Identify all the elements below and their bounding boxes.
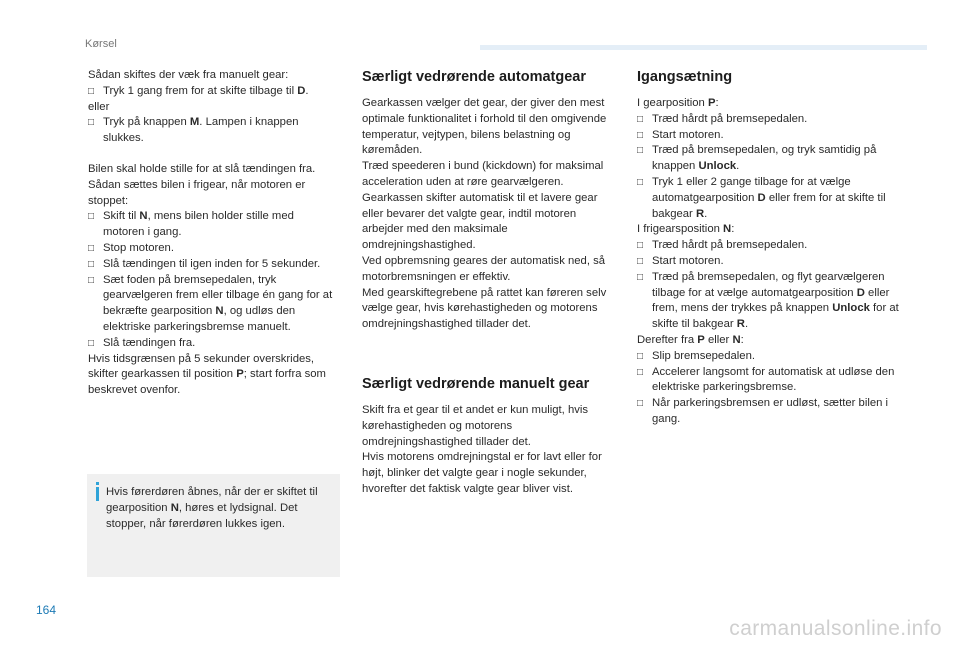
text: .	[736, 160, 740, 173]
list-item	[88, 241, 338, 257]
list-item	[88, 336, 338, 352]
gear-label: D	[297, 84, 306, 97]
text: Træd på bremsepedalen, og flyt gearvælgeren tilbage for at vælge automatgearposition	[652, 270, 885, 299]
section-label: Kørsel	[85, 38, 117, 50]
text: , høres et lydsignal. Det stopper, når førerdøren lukkes igen.	[106, 501, 298, 530]
checkbox-bullet-icon: □	[637, 113, 644, 125]
checkbox-bullet-icon: □	[637, 129, 644, 141]
checkbox-bullet-icon: □	[637, 398, 644, 410]
text: Slå tændingen til igen inden for 5 sekunder.	[103, 257, 321, 270]
list-item	[637, 128, 899, 144]
list-item	[88, 273, 338, 336]
gear-label: R	[736, 318, 745, 331]
heading-automatic-gear: Særligt vedrørende automatgear	[362, 69, 586, 85]
checkbox-bullet-icon: □	[88, 85, 95, 97]
gear-label: N	[170, 501, 179, 514]
text: .	[744, 318, 749, 331]
text: for at skifte til bakgear	[652, 302, 899, 331]
text: Skift til	[103, 210, 140, 223]
page-number: 164	[36, 603, 57, 617]
column-right	[637, 68, 899, 428]
text: Start motoren.	[652, 254, 724, 267]
checkbox-bullet-icon: □	[637, 240, 644, 252]
checkbox-bullet-icon: □	[637, 145, 644, 157]
paragraph	[88, 352, 338, 399]
text: Accelerer langsomt for automatisk at udløse den elektriske parkeringsbremse.	[652, 365, 895, 394]
list-item	[637, 349, 899, 365]
text: Træd hårdt på bremsepedalen.	[652, 239, 808, 252]
list-item	[637, 254, 899, 270]
text: .	[305, 84, 309, 97]
gear-label: N	[139, 210, 148, 223]
subheading	[637, 222, 899, 238]
list-item	[88, 209, 338, 241]
paragraph: Sådan sættes bilen i frigear, når motoren er stoppet:	[88, 178, 306, 207]
gear-label: N	[723, 223, 732, 236]
subheading	[637, 333, 899, 349]
text: I gearposition	[637, 97, 708, 109]
paragraph: Skift fra et gear til et andet er kun muligt, hvis kørehastigheden og motorens omdrejningshastighed tillader det.	[362, 403, 589, 448]
info-icon	[96, 487, 99, 501]
list-item	[637, 396, 899, 428]
checkbox-bullet-icon: □	[637, 366, 644, 378]
info-box	[87, 474, 340, 577]
checkbox-bullet-icon: □	[637, 350, 644, 362]
paragraph: Ved opbremsning geares der automatisk ned, så motorbremsningen er effektiv.	[362, 254, 606, 283]
checkbox-bullet-icon: □	[88, 242, 95, 254]
gear-label: P	[697, 333, 705, 346]
text: Derefter fra	[637, 333, 698, 346]
checkbox-bullet-icon: □	[88, 337, 95, 349]
gear-label: D	[856, 286, 865, 299]
list-item	[88, 115, 338, 147]
checkbox-bullet-icon: □	[88, 274, 95, 286]
list-item	[88, 257, 338, 273]
gear-label: P	[236, 368, 244, 381]
list-item	[637, 238, 899, 254]
text: Træd hårdt på bremsepedalen.	[652, 112, 808, 125]
text: :	[715, 97, 719, 109]
column-middle	[362, 68, 612, 498]
button-label: M	[189, 116, 200, 129]
heading-start: Igangsætning	[637, 69, 733, 85]
text: . Lampen i knappen slukkes.	[103, 116, 299, 145]
text: Tryk 1 gang frem for at skifte tilbage til	[103, 84, 298, 97]
checkbox-bullet-icon: □	[88, 211, 95, 223]
list-item	[637, 175, 899, 222]
text: , og udløs den elektriske parkeringsbremse manuelt.	[103, 305, 296, 333]
watermark: carmanualsonline.info	[729, 617, 942, 640]
paragraph: Gearkassen vælger det gear, der giver den mest optimale funktionalitet i forhold til den omgivende temperatur, vejtypen, bilens belastning og køremåden.	[362, 97, 607, 157]
checkbox-bullet-icon: □	[88, 117, 95, 129]
intro-text: Sådan skiftes der væk fra manuelt gear:	[88, 69, 289, 81]
text: eller frem, mens der trykkes på knappen	[652, 286, 890, 315]
text: eller frem for at skifte til bakgear	[652, 191, 886, 220]
gear-label: R	[695, 207, 705, 220]
text: Stop motoren.	[103, 241, 174, 254]
column-left	[88, 68, 338, 399]
gear-label: P	[707, 97, 716, 109]
gear-label: N	[215, 305, 224, 318]
checkbox-bullet-icon: □	[637, 255, 644, 267]
button-label: Unlock	[698, 160, 737, 173]
text: Sæt foden på bremsepedalen, tryk gearvælgeren frem eller tilbage én gang for at bekræfte gearposition	[103, 273, 333, 318]
list-item	[637, 270, 899, 333]
gear-label: D	[757, 191, 766, 204]
paragraph: Hvis motorens omdrejningstal er for lavt eller for højt, blinker det valgte gear i nogle sekunder, hvorefter det faktisk valgte gear bliver vist.	[362, 451, 602, 495]
text: ; start forfra som beskrevet ovenfor.	[88, 368, 326, 397]
text: Start motoren.	[652, 128, 724, 141]
text: Træd på bremsepedalen, og tryk samtidig på knappen	[652, 144, 877, 173]
list-item	[88, 84, 338, 100]
subheading	[637, 96, 899, 112]
text: I frigearsposition	[637, 223, 724, 236]
list-item	[637, 112, 899, 128]
checkbox-bullet-icon: □	[637, 271, 644, 283]
text: Hvis førerdøren åbnes, når der er skiftet til gearposition	[106, 486, 318, 514]
gear-label: N	[732, 333, 741, 346]
button-label: Unlock	[832, 302, 870, 315]
text: Slip bremsepedalen.	[652, 349, 755, 362]
text: :	[740, 333, 744, 346]
list-item	[637, 365, 899, 397]
checkbox-bullet-icon: □	[637, 176, 644, 188]
checkbox-bullet-icon: □	[88, 258, 95, 270]
text: Hvis tidsgrænsen på 5 sekunder overskrides, skifter gearkassen til position	[88, 352, 315, 381]
text: Tryk 1 eller 2 gange tilbage for at vælge automatgearposition	[652, 175, 851, 204]
paragraph: Bilen skal holde stille for at slå tændingen fra.	[88, 162, 316, 175]
heading-manual-gear: Særligt vedrørende manuelt gear	[362, 375, 590, 392]
paragraph: Med gearskiftegrebene på rattet kan føreren selv vælge gear, hvis kørehastigheden og motorens omdrejningshastighed tillader det.	[362, 286, 607, 331]
list-item	[637, 143, 899, 175]
paragraph: Træd speederen i bund (kickdown) for maksimal acceleration uden at røre gearvælgeren. Gearkassen skifter automatisk til et lavere gear eller bevarer det valgte gear, indtil motoren arbejder med den maksimale omdrejningshastighed.	[362, 160, 604, 252]
text: .	[704, 207, 708, 220]
or-text: eller	[88, 100, 110, 113]
text: , mens bilen holder stille med motoren i gang.	[103, 210, 294, 239]
header-bar	[480, 45, 927, 50]
text: :	[731, 223, 735, 236]
text: eller	[704, 333, 733, 346]
text: Når parkeringsbremsen er udløst, sætter bilen i gang.	[652, 397, 889, 425]
text: Slå tændingen fra.	[103, 336, 196, 349]
text: Tryk på knappen	[103, 116, 190, 129]
